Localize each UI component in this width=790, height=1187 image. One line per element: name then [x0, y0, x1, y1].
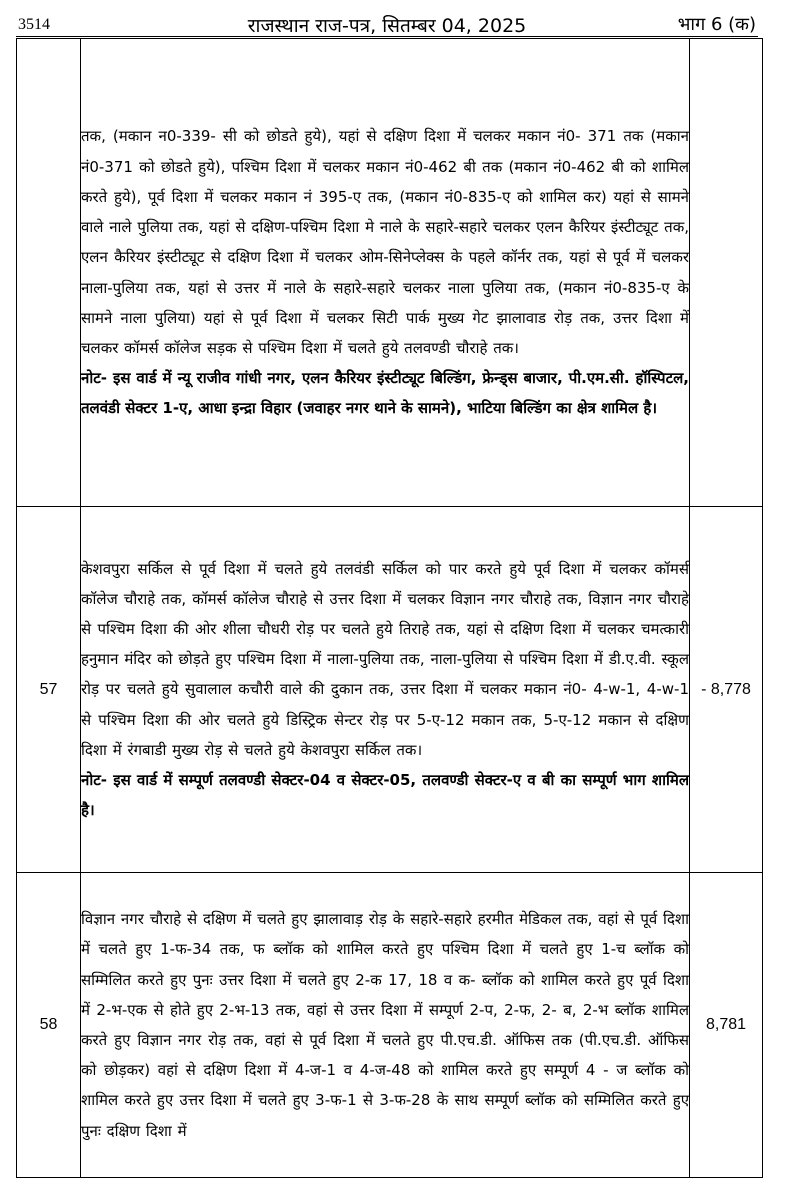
page-number: 3514	[18, 16, 50, 33]
ward-description	[81, 873, 690, 1178]
boundary-text: विज्ञान नगर चौराहे से दक्षिण में चलते हुए झालावाड़ रोड़ के सहारे-सहारे हरमीत मेडिकल तक, वहां से पूर्व दिशा में चलते हुए 1-फ-34 तक, फ ब्लॉक को शामिल करते हुए पश्चिम दिशा में चलते हुए 1-च ब्लॉक को सम्मिलित करते हुए पुनः उत्तर दिशा में चलते हुए 2-क 17, 18 व क- ब्लॉक को शामिल करते हुए पूर्व दिशा में 2-भ-एक से होते हुए 2-भ-13 तक, वहां से उत्तर दिशा में सम्पूर्ण 2-प, 2-फ, 2- ब, 2-भ ब्लॉक शामिल करते हुए विज्ञान नगर रोड़ तक, वहां से पूर्व दिशा में चलते हुए पी.एच.डी. ऑफिस तक (पी.एच.डी. ऑफिस को छोड़कर) वहां से दक्षिण दिशा में 4-ज-1 व 4-ज-48 को शामिल करते हुए सम्पूर्ण 4 - ज ब्लॉक को शामिल करते हुए उत्तर दिशा में चलते हुए 3-फ-1 से 3-फ-28 के साथ सम्पूर्ण ब्लॉक को सम्मिलित करते हुए पुनः दक्षिण दिशा में	[81, 910, 689, 1140]
ward-description	[81, 39, 690, 507]
boundary-text: तक, (मकान न0-339- सी को छोडते हुये), यहां से दक्षिण दिशा में चलकर मकान नं0- 371 तक (मकान नं0-371 को छोडते हुये), पश्चिम दिशा में चलकर मकान नं0-462 बी तक (मकान नं0-462 बी को शामिल करते हुये), पूर्व दिशा में चलकर मकान नं 395-ए तक, (मकान नं0-835-ए को शामिल कर) यहां से सामने वाले नाले पुलिया तक, यहां से दक्षिण-पश्चिम दिशा मे नाले के सहारे-सहारे चलकर एलन कैरियर इंस्टीट्यूट तक, एलन कैरियर इंस्टीट्यूट से दक्षिण दिशा में चलकर ओम-सिनेप्लेक्स के पहले कॉर्नर तक, यहां से पूर्व में चलकर नाला-पुलिया तक, यहां से उत्तर में नाले के सहारे-सहारे चलकर नाला पुलिया तक, (मकान नं0-835-ए के सामने नाला पुलिया) यहां से पूर्व दिशा में चलकर सिटी पार्क मुख्य गेट झालावाड रोड़ तक, उत्तर दिशा में चलकर कॉमर्स कॉलेज सड़क से पश्चिम दिशा में चलते हुये तलवण्डी चौराहे तक।	[81, 127, 689, 357]
ward-description	[81, 507, 690, 873]
gazette-part: भाग 6 (क)	[677, 14, 756, 35]
ward-number	[17, 39, 81, 507]
ward-population: 8,781	[690, 873, 763, 1178]
ward-number: 58	[17, 873, 81, 1178]
page-header	[16, 6, 758, 37]
boundary-text: केशवपुरा सर्किल से पूर्व दिशा में चलते हुये तलवंडी सर्किल को पार करते हुये पूर्व दिशा में चलकर कॉमर्स कॉलेज चौराहे तक, कॉमर्स कॉलेज चौराहे से उत्तर दिशा में चलकर विज्ञान नगर चौराहे तक, विज्ञान नगर चौराहे से पश्चिम दिशा की ओर शीला चौधरी रोड़ पर चलते हुये तिराहे तक, यहां से दक्षिण दिशा में चलकर चमत्कारी हनुमान मंदिर को छोड़ते हुए पश्चिम दिशा में नाला-पुलिया तक, नाला-पुलिया से पश्चिम दिशा में डी.ए.वी. स्कूल रोड़ पर चलते हुये सुवालाल कचौरी वाले की दुकान तक, उत्तर दिशा में चलकर मकान नं0- 4-w-1, 4-w-1 से पश्चिम दिशा की ओर चलते हुये डिस्ट्रिक सेन्टर रोड़ पर 5-ए-12 मकान तक, 5-ए-12 मकान से दक्षिण दिशा में रंगबाडी मुख्य रोड़ से चलते हुये केशवपुरा सर्किल तक।	[81, 559, 689, 759]
table-row	[17, 39, 763, 507]
ward-population: - 8,778	[690, 507, 763, 873]
ward-note: नोट- इस वार्ड में सम्पूर्ण तलवण्डी सेक्टर-04 व सेक्टर-05, तलवण्डी सेक्टर-ए व बी का सम्पूर्ण भाग शामिल है।	[81, 771, 689, 820]
ward-note: नोट- इस वार्ड में न्यू राजीव गांधी नगर, एलन कैरियर इंस्टीट्यूट बिल्डिंग, फ्रेन्ड्स बाजार, पी.एम.सी. हॉस्पिटल, तलवंडी सेक्टर 1-ए, आधा इन्द्रा विहार (जवाहर नगर थाने के सामने), भाटिया बिल्डिंग का क्षेत्र शामिल है।	[81, 369, 689, 418]
ward-number: 57	[17, 507, 81, 873]
ward-population	[690, 39, 763, 507]
gazette-title: राजस्थान राज-पत्र, सितम्बर 04, 2025	[247, 15, 527, 37]
table-row	[17, 507, 763, 873]
table-row	[17, 873, 763, 1178]
ward-boundary-table	[16, 38, 763, 1178]
